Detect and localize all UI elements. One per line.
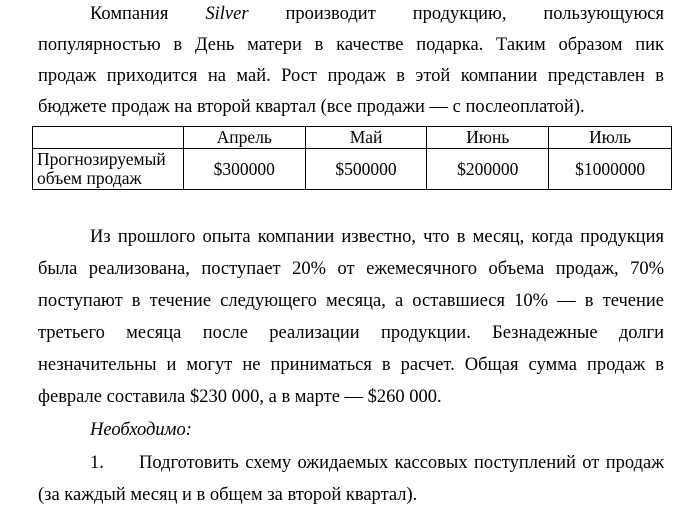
para2-line2: была реализована, поступает 20% от ежемесячного объема продаж, 70% (38, 259, 664, 279)
table-header-row (33, 127, 672, 149)
table-header-july: Июль (549, 127, 672, 149)
para1-line1-rest: производит продукцию, пользующуюся (285, 4, 664, 24)
para2-line3: поступают в течение следующего месяца, а оставшиеся 10% — в течение (38, 291, 664, 311)
table-cell-june: $200000 (427, 149, 549, 190)
table-header-cell-empty (33, 127, 184, 149)
item-line2: (за каждый месяц и в общем за второй квартал). (38, 485, 418, 505)
table-header-april: Апрель (183, 127, 305, 149)
table-cell-may: $500000 (305, 149, 427, 190)
row-label-line1: Прогнозируемый (37, 149, 166, 169)
company-name: Silver (205, 4, 249, 24)
table-cell-july: $1000000 (549, 149, 672, 190)
table-row (33, 149, 672, 190)
para1-line4: бюджете продаж на второй квартал (все продажи — с послеоплатой). (38, 97, 585, 117)
company-word: Компания (90, 4, 169, 24)
para2-line6: феврале составила $230 000, а в марте — $260 000. (38, 387, 442, 407)
para2-line4: третьего месяца после реализации продукции. Безнадежные долги (38, 323, 664, 343)
item-number: 1. (90, 453, 104, 473)
para2-line1: Из прошлого опыта компании известно, что в месяц, когда продукция (90, 227, 664, 247)
para1-line3: продаж приходится на май. Рост продаж в этой компании представлен в (38, 66, 664, 86)
table-cell-april: $300000 (183, 149, 305, 190)
sales-forecast-table (32, 126, 672, 190)
para1-line1 (90, 3, 664, 25)
table-header-may: Май (305, 127, 427, 149)
para2-line5: незначительны и могут не приниматься в расчет. Общая сумма продаж в (38, 355, 664, 375)
table-row-label (33, 149, 184, 190)
table-header-june: Июнь (427, 127, 549, 149)
row-label-line2: объем продаж (37, 168, 142, 188)
required-heading: Необходимо: (90, 420, 192, 440)
item-line1: Подготовить схему ожидаемых кассовых поступлений от продаж (139, 453, 664, 473)
para1-line2: популярностью в День матери в качестве подарка. Таким образом пик (38, 35, 664, 55)
